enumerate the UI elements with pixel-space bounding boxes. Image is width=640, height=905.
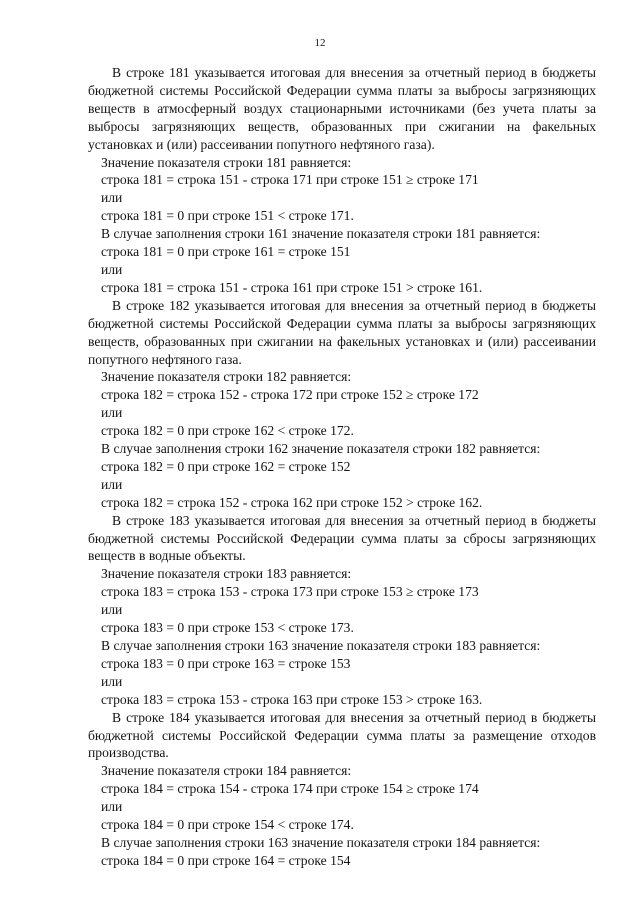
- text-line: строка 184 = строка 154 - строка 174 при строке 154 ≥ строке 174: [101, 781, 479, 797]
- paragraph: В строке 184 указывается итоговая для внесения за отчетный период в бюджеты бюджетной системы Российской Федерации сумма платы за размещение отходов производства.: [88, 709, 596, 761]
- text-line: или: [101, 190, 123, 206]
- text-line: строка 182 = 0 при строке 162 = строке 152: [101, 458, 351, 474]
- text-line: строка 181 = строка 151 - строка 171 при строке 151 ≥ строке 171: [101, 172, 479, 188]
- text-line: В случае заполнения строки 163 значение показателя строки 183 равняется:: [101, 638, 541, 653]
- text-line: или: [101, 799, 123, 815]
- text-line: Значение показателя строки 183 равняется:: [101, 566, 352, 582]
- text-line: или: [101, 261, 123, 277]
- text-line: строка 184 = 0 при строке 164 = строке 154: [101, 852, 351, 868]
- text-line: строка 182 = строка 152 - строка 172 при строке 152 ≥ строке 172: [101, 387, 479, 403]
- text-line: строка 183 = строка 153 - строка 163 при строке 153 > строке 163.: [101, 691, 483, 707]
- text-line: строка 182 = строка 152 - строка 162 при строке 152 > строке 162.: [101, 494, 483, 510]
- text-line: Значение показателя строки 184 равняется:: [101, 763, 352, 779]
- text-line: или: [101, 476, 123, 492]
- text-line: Значение показателя строки 181 равняется:: [101, 154, 352, 170]
- page-number: 12: [314, 37, 326, 49]
- text-line: строка 181 = строка 151 - строка 161 при строке 151 > строке 161.: [101, 279, 483, 295]
- text-line: или: [101, 673, 123, 689]
- text-line: строка 184 = 0 при строке 154 < строке 174.: [101, 817, 354, 833]
- text-line: строка 182 = 0 при строке 162 < строке 172.: [101, 423, 354, 439]
- text-line: строка 183 = 0 при строке 163 = строке 153: [101, 655, 351, 671]
- text-line: В случае заполнения строки 162 значение показателя строки 182 равняется:: [101, 441, 541, 457]
- text-line: строка 181 = 0 при строке 161 = строке 151: [101, 244, 351, 260]
- text-line: строка 183 = 0 при строке 153 < строке 173.: [101, 620, 354, 636]
- text-line: строка 183 = строка 153 - строка 173 при строке 153 ≥ строке 173: [101, 584, 479, 600]
- paragraph: В строке 181 указывается итоговая для внесения за отчетный период в бюджеты бюджетной системы Российской Федерации сумма платы за выбросы загрязняющих веществ в атмосферный воздух стационарными источниками (без учета платы за выбросы загрязняющих веществ, образованных при сжигании на факельных установках и (или) рассеивании попутного нефтяного газа).: [88, 65, 596, 152]
- text-line: В случае заполнения строки 161 значение показателя строки 181 равняется:: [101, 226, 541, 242]
- paragraph: В строке 182 указывается итоговая для внесения за отчетный период в бюджеты бюджетной системы Российской Федерации сумма платы за выбросы загрязняющих веществ, образованных при сжигании на факельных установках и (или) рассеивании попутного нефтяного газа.: [88, 297, 596, 367]
- text-line: В случае заполнения строки 163 значение показателя строки 184 равняется:: [101, 834, 541, 850]
- text-line: или: [101, 602, 123, 618]
- document-body: [88, 64, 596, 870]
- text-line: или: [101, 405, 123, 421]
- text-line: Значение показателя строки 182 равняется:: [101, 369, 352, 385]
- paragraph: В строке 183 указывается итоговая для внесения за отчетный период в бюджеты бюджетной системы Российской Федерации сумма платы за сбросы загрязняющих веществ в водные объекты.: [88, 512, 596, 564]
- text-line: строка 181 = 0 при строке 151 < строке 171.: [101, 208, 354, 224]
